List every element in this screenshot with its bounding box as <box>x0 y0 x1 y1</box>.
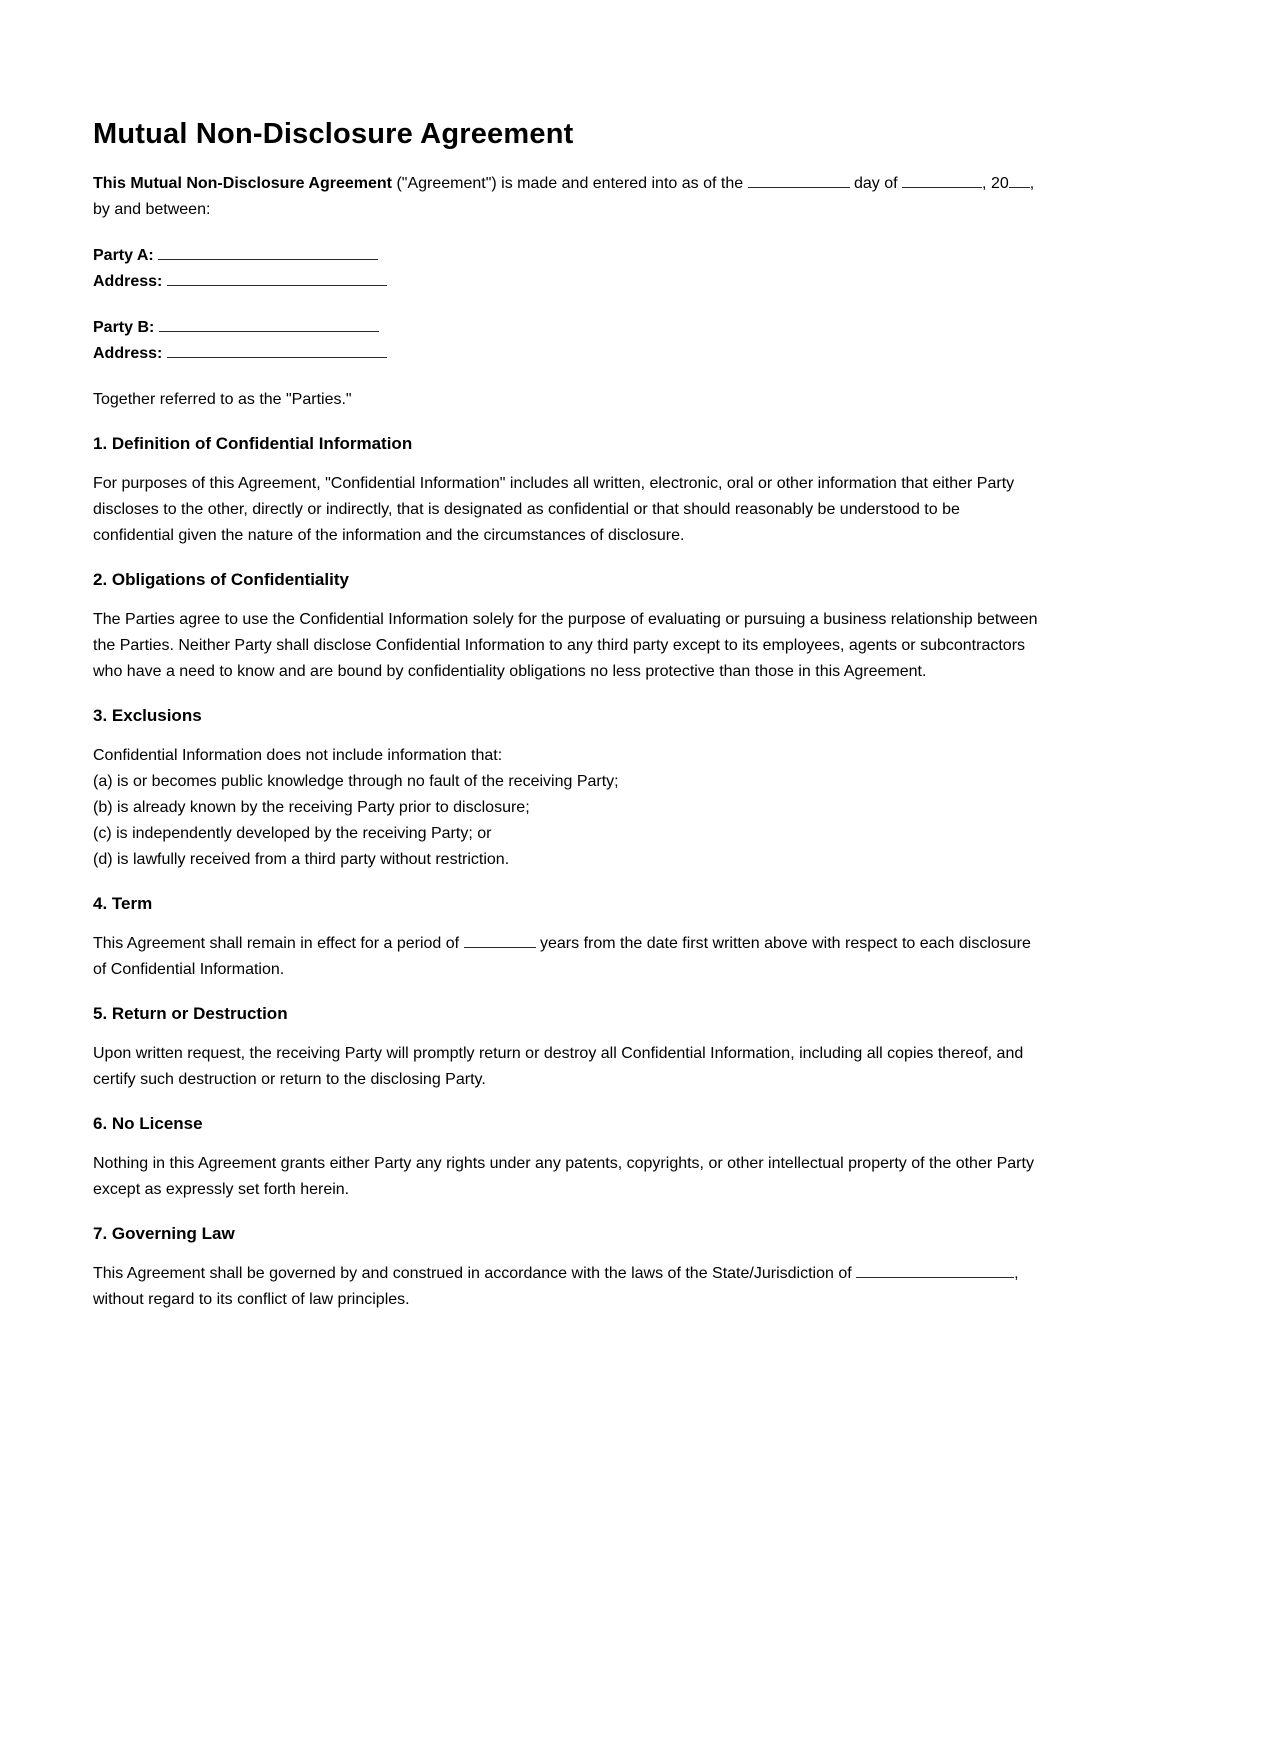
date-day-blank-field[interactable] <box>748 174 850 188</box>
section-7-heading: 7. Governing Law <box>93 1224 235 1244</box>
section-3-body <box>93 743 1038 873</box>
term-text-before: This Agreement shall remain in effect for a period of <box>93 935 464 953</box>
party-b-block <box>93 315 1038 367</box>
party-a-block <box>93 243 1038 295</box>
party-a-address-row <box>93 269 1038 295</box>
section-3-heading: 3. Exclusions <box>93 706 202 726</box>
section-6-body: Nothing in this Agreement grants either Party any rights under any patents, copyrights, or other intellectual property of the other Party except as expressly set forth herein. <box>93 1155 1034 1199</box>
exclusion-item-c: (c) is independently developed by the receiving Party; or <box>93 825 492 843</box>
section-4-heading: 4. Term <box>93 894 153 914</box>
section-6-heading: 6. No License <box>93 1114 203 1134</box>
party-a-address-label: Address: <box>93 273 163 291</box>
document-title: Mutual Non-Disclosure Agreement <box>93 118 574 150</box>
intro-text-day-of: day of <box>849 175 903 193</box>
exclusion-item-d: (d) is lawfully received from a third party without restriction. <box>93 851 510 869</box>
governing-law-text-after: , without regard to its conflict of law principles. <box>93 1265 1019 1309</box>
party-b-address-row <box>93 341 1038 367</box>
exclusion-item-a: (a) is or becomes public knowledge through no fault of the receiving Party; <box>93 773 619 791</box>
term-text-after: years from the date first written above with respect to each disclosure of Confidential Information. <box>93 935 1031 979</box>
section-5-heading: 5. Return or Destruction <box>93 1004 288 1024</box>
parties-reference-line: Together referred to as the "Parties." <box>93 391 352 409</box>
party-a-row <box>93 243 1038 269</box>
section-1-heading: 1. Definition of Confidential Information <box>93 434 413 454</box>
party-b-name-field[interactable] <box>159 318 379 332</box>
date-month-blank-field[interactable] <box>902 174 982 188</box>
intro-text-year-prefix: , 20 <box>982 175 1009 193</box>
intro-bold-lead: This Mutual Non-Disclosure Agreement <box>93 175 392 193</box>
section-4-body <box>93 931 1038 983</box>
party-a-label: Party A: <box>93 247 154 265</box>
section-2-body: The Parties agree to use the Confidential Information solely for the purpose of evaluating or pursuing a business relationship between the Parties. Neither Party shall disclose Confidential Information to any third party except to its employees, agents or subcontractors who have a need to know and are bound by confidentiality obligations no less protective than those in this Agreement. <box>93 611 1038 681</box>
section-5-body: Upon written request, the receiving Party will promptly return or destroy all Confidential Information, including all copies thereof, and certify such destruction or return to the disclosing Party. <box>93 1045 1024 1089</box>
intro-paragraph <box>93 171 1038 223</box>
section-2-heading: 2. Obligations of Confidentiality <box>93 570 349 590</box>
section-1-body: For purposes of this Agreement, "Confidential Information" includes all written, electronic, oral or other information that either Party discloses to the other, directly or indirectly, that is designated as confidential or that should reasonably be understood to be confidential given the nature of the information and the circumstances of disclosure. <box>93 475 1015 545</box>
party-a-name-field[interactable] <box>158 246 378 260</box>
party-b-label: Party B: <box>93 319 155 337</box>
party-b-address-label: Address: <box>93 345 163 363</box>
intro-text-by-and-between: , by and between: <box>93 175 1035 219</box>
party-b-row <box>93 315 1038 341</box>
party-a-address-field[interactable] <box>167 272 387 286</box>
date-year-blank-field[interactable] <box>1009 174 1030 188</box>
jurisdiction-blank-field[interactable] <box>856 1264 1014 1278</box>
governing-law-text-before: This Agreement shall be governed by and construed in accordance with the laws of the State/Jurisdiction of <box>93 1265 857 1283</box>
exclusions-lead-line: Confidential Information does not include information that: <box>93 747 503 765</box>
section-7-body <box>93 1261 1038 1312</box>
term-years-blank-field[interactable] <box>464 934 536 948</box>
exclusion-item-b: (b) is already known by the receiving Party prior to disclosure; <box>93 799 530 817</box>
intro-text-agreement: ("Agreement") is made and entered into as of the <box>392 175 748 193</box>
party-b-address-field[interactable] <box>167 344 387 358</box>
